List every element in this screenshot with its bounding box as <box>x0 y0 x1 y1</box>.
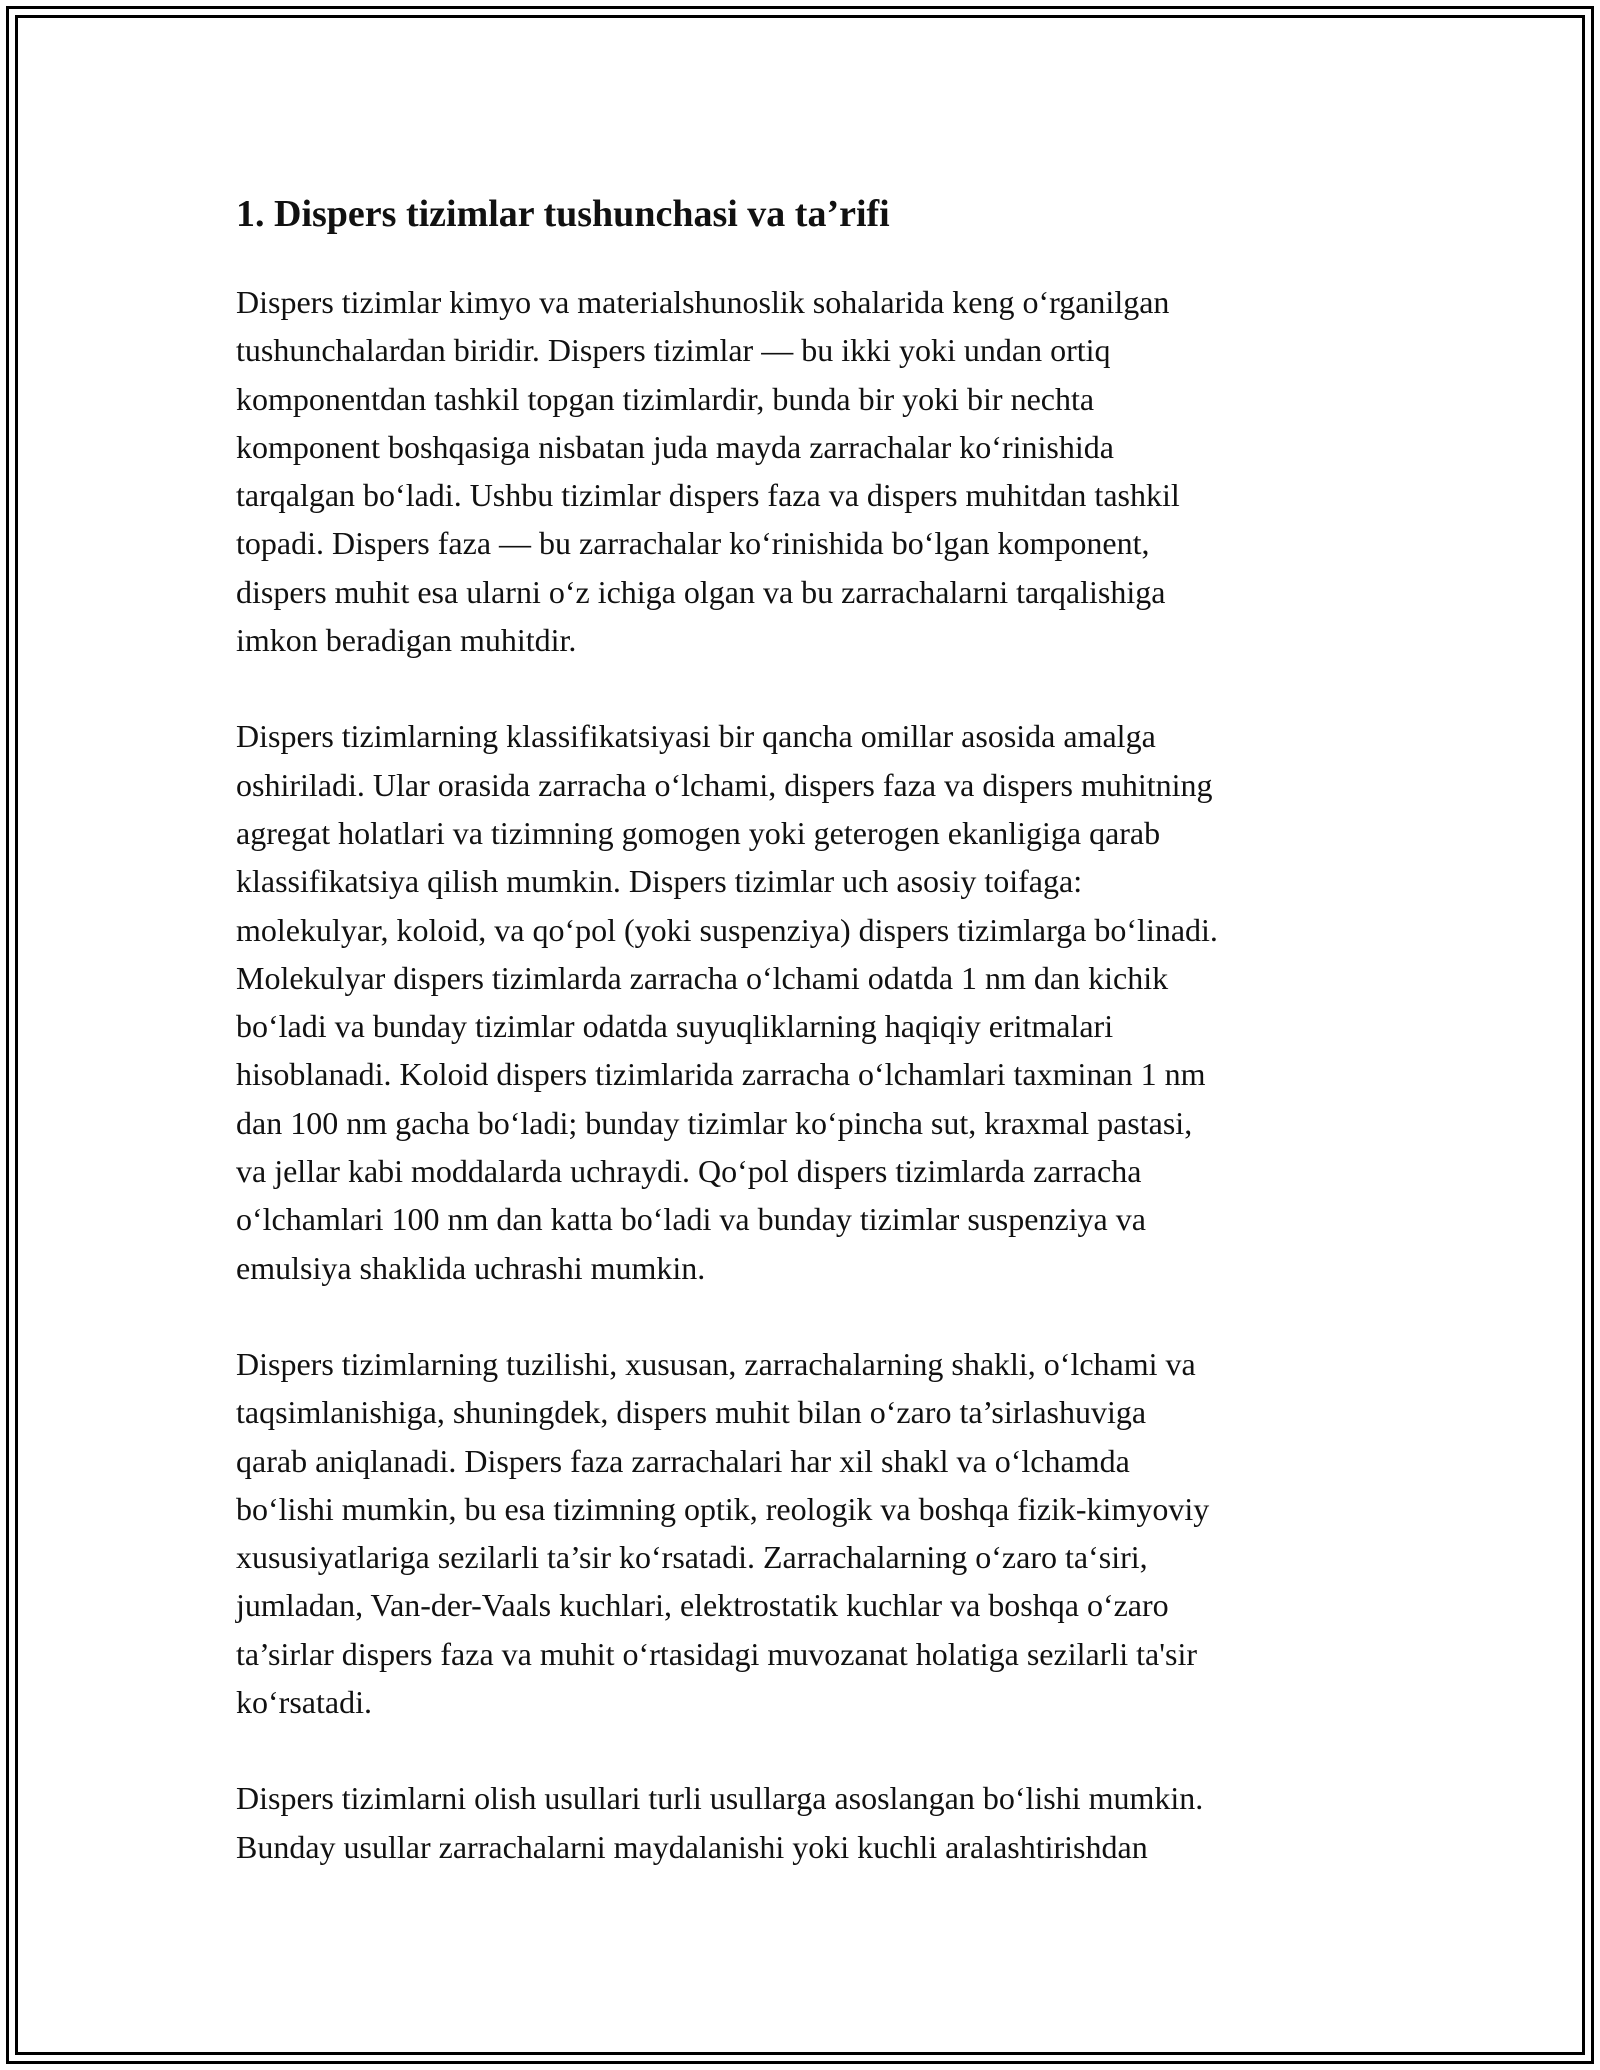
paragraph-structure: Dispers tizimlarning tuzilishi, xususan, zarrachalarning shakli, o‘lchami va taqsimlanishiga, shuningdek, dispers muhit bilan o‘zaro ta’sirlashuviga qarab aniqlanadi. Dispers faza zarrachalari har xil shakl va o‘lchamda bo‘lishi mumkin, bu esa tizimning optik, reologik va boshqa fizik-kimyoviy xususiyatlariga sezilarli ta’sir ko‘rsatadi. Zarrachalarning o‘zaro ta‘siri, jumladan, Van-der-Vaals kuchlari, elektrostatik kuchlar va boshqa o‘zaro ta’sirlar dispers faza va muhit o‘rtasidagi muvozanat holatiga sezilarli ta'sir ko‘rsatadi. <box>236 1345 1210 1721</box>
paragraph-classification: Dispers tizimlarning klassifikatsiyasi bir qancha omillar asosida amalga oshiriladi. Ular orasida zarracha o‘lchami, dispers faza va dispers muhitning agregat holatlari va tizimning gomogen yoki geterogen ekanligiga qarab klassifikatsiya qilish mumkin. Dispers tizimlar uch asosiy toifaga: molekulyar, koloid, va qo‘pol (yoki suspenziya) dispers tizimlarga bo‘linadi. Molekulyar dispers tizimlarda zarracha o‘lchami odatda 1 nm dan kichik bo‘ladi va bunday tizimlar odatda suyuqliklarning haqiqiy eritmalari hisoblanadi. Koloid dispers tizimlarida zarracha o‘lchamlari taxminan 1 nm dan 100 nm gacha bo‘ladi; bunday tizimlar ko‘pincha sut, kraxmal pastasi, va jellar kabi moddalarda uchraydi. Qo‘pol dispers tizimlarda zarracha o‘lchamlari 100 nm dan katta bo‘ladi va bunday tizimlar suspenziya va emulsiya shaklida uchrashi mumkin. <box>236 718 1218 1286</box>
section-heading: 1. Dispers tizimlar tushunchasi va ta’rifi <box>236 193 890 235</box>
paragraph-definition: Dispers tizimlar kimyo va materialshunoslik sohalarida keng o‘rganilgan tushunchalardan biridir. Dispers tizimlar — bu ikki yoki undan ortiq komponentdan tashkil topgan tizimlardir, bunda bir yoki bir nechta komponent boshqasiga nisbatan juda mayda zarrachalar ko‘rinishida tarqalgan bo‘ladi. Ushbu tizimlar dispers faza va dispers muhitdan tashkil topadi. Dispers faza — bu zarrachalar ko‘rinishida bo‘lgan komponent, dispers muhit esa ularni o‘z ichiga olgan va bu zarrachalarni tarqalishiga imkon beradigan muhitdir. <box>236 284 1180 659</box>
document-body <box>236 180 1386 1919</box>
paragraph-methods: Dispers tizimlarni olish usullari turli usullarga asoslangan bo‘lishi mumkin. Bunday usullar zarrachalarni maydalanishi yoki kuchli aralashtirishdan <box>236 1780 1204 1865</box>
